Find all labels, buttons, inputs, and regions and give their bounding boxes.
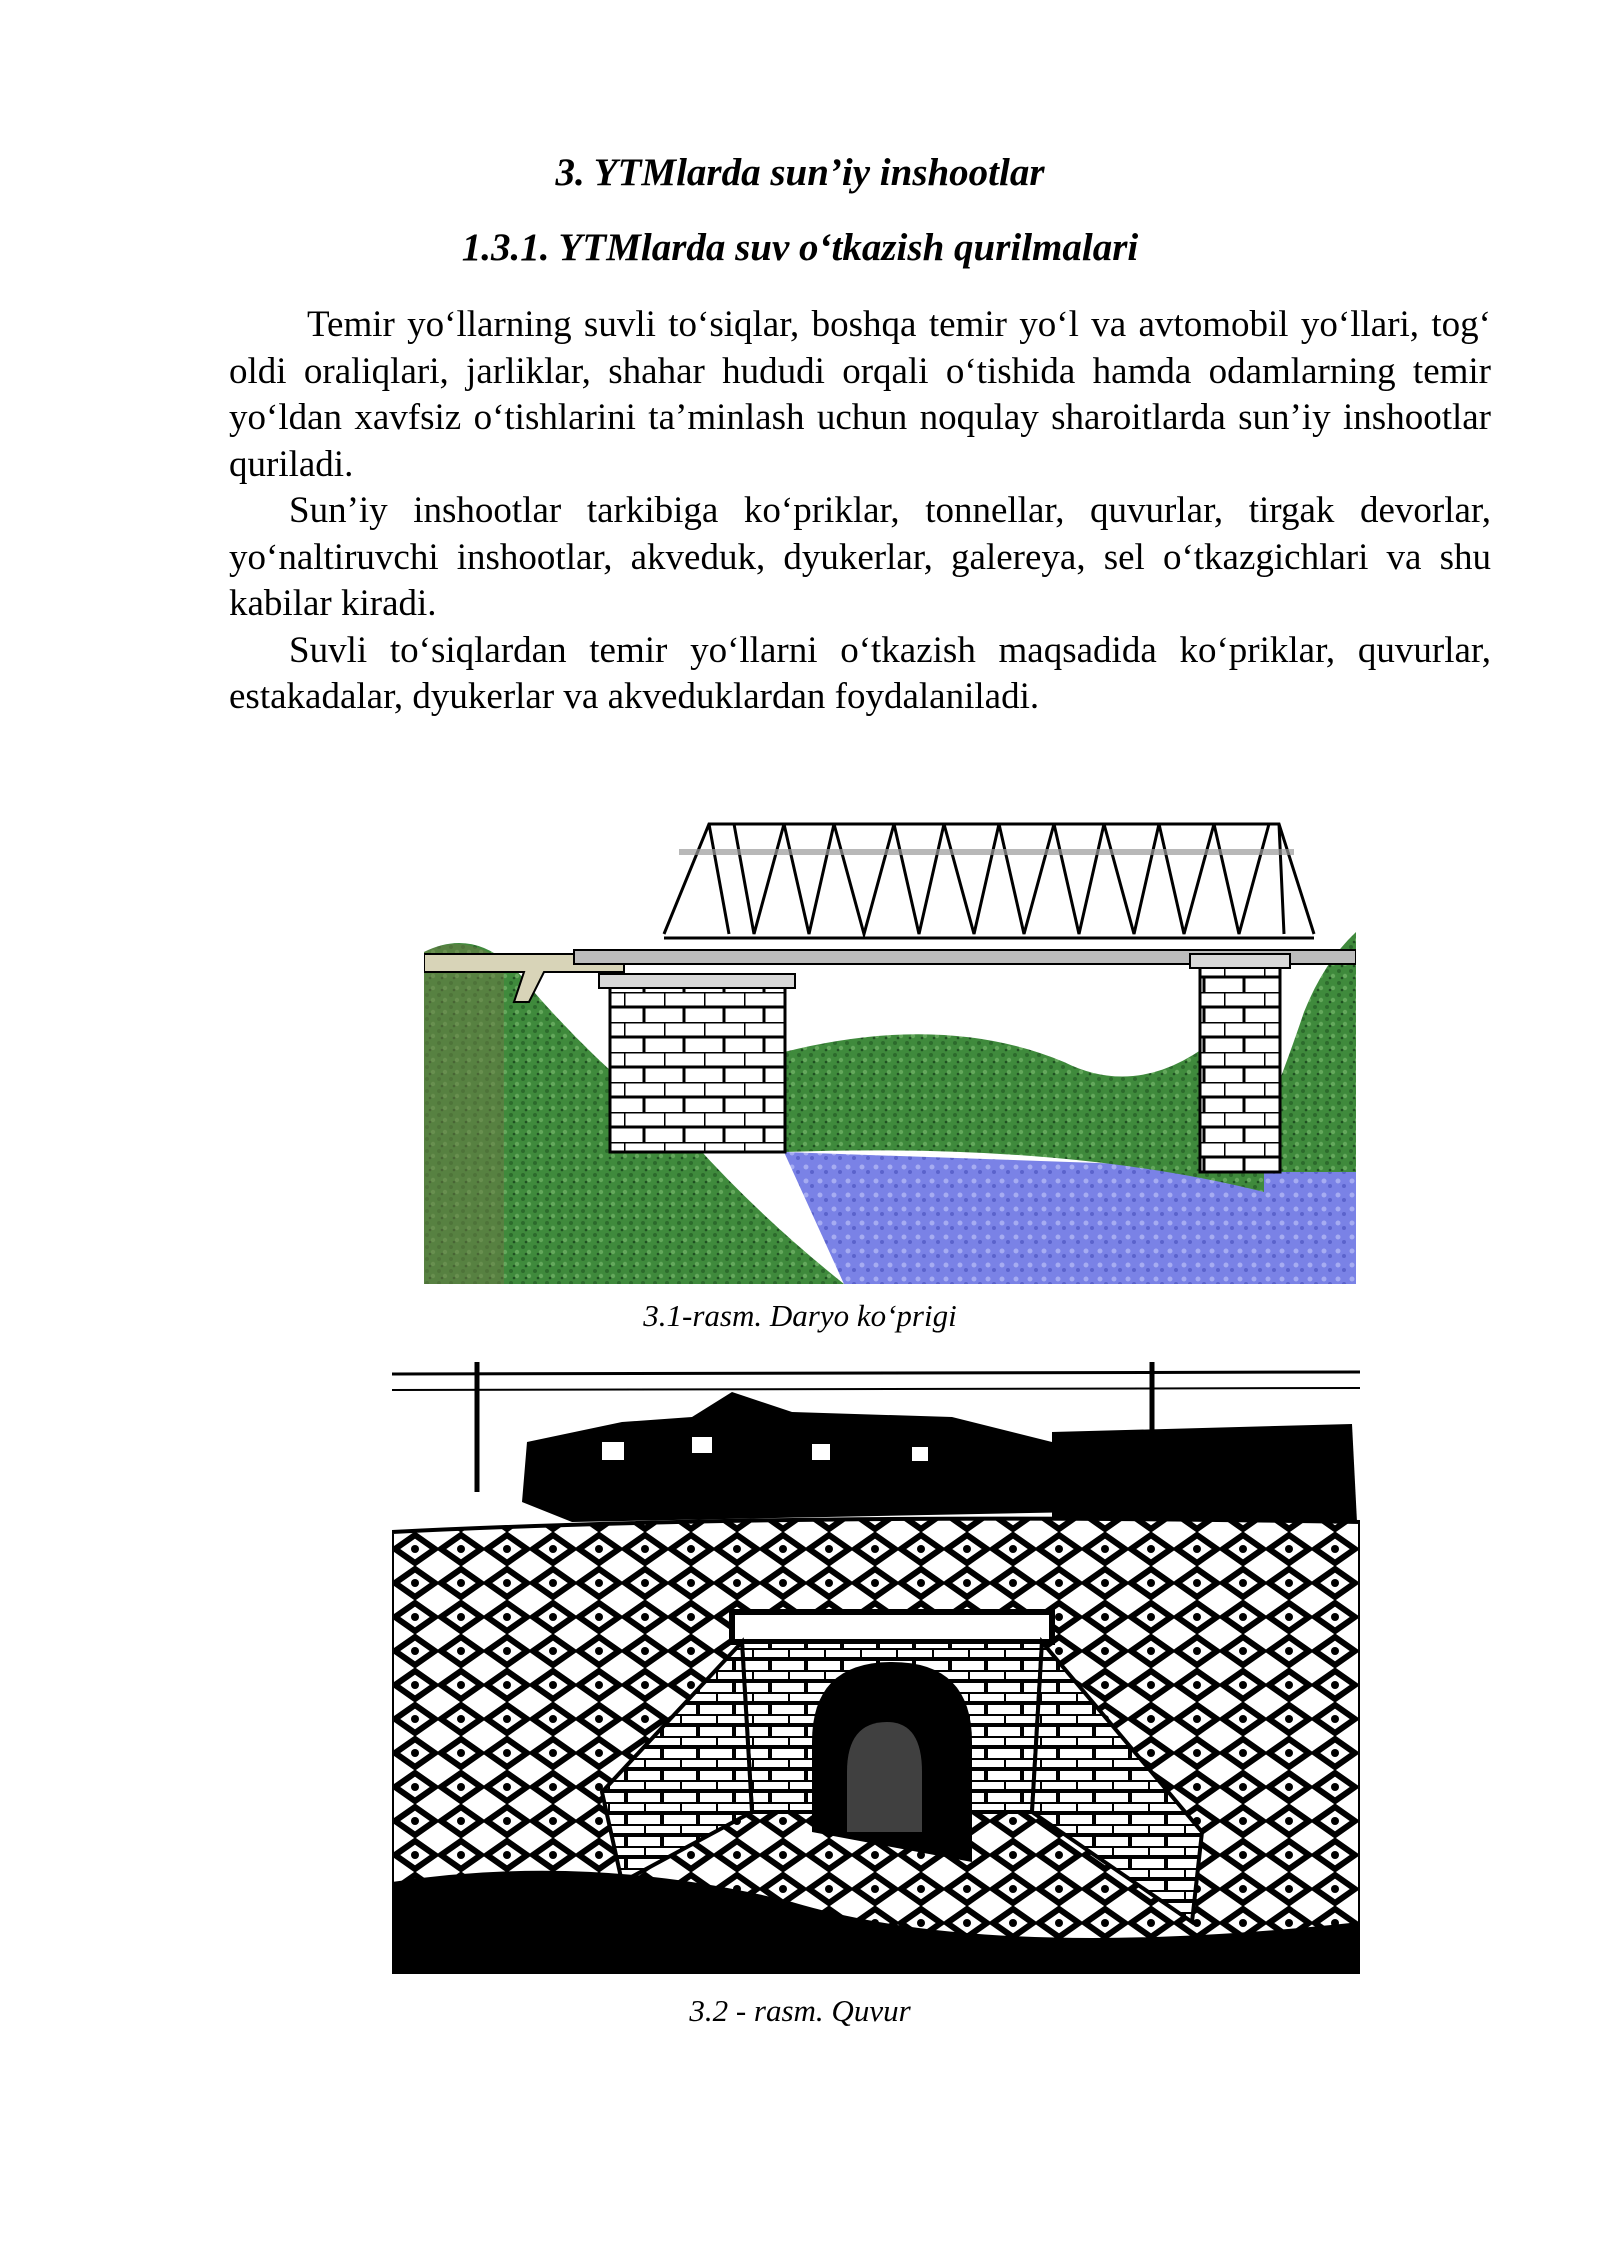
paragraph-1: Temir yo‘llarning suvli to‘siqlar, boshqa temir yo‘l va avtomobil yo‘llari, tog‘ oldi oraliqlari, jarliklar, shahar hududi orqali o‘tishida hamda odamlarning temir yo‘ldan xavfsiz o‘tishlarini ta’minlash uchun noqulay sharoitlarda sun’iy inshootlar quriladi.: [229, 304, 1491, 485]
figure-bridge: [424, 812, 1356, 1284]
body-text: [229, 302, 1491, 721]
figure-2-caption: 3.2 - rasm. Quvur: [689, 1993, 911, 2028]
figure-culvert: [392, 1362, 1360, 1974]
paragraph-3: Suvli to‘siqlardan temir yo‘llarni o‘tkazish maqsadida ko‘priklar, quvurlar, estakadalar, dyukerlar va akveduklardan foydalaniladi.: [229, 629, 1491, 717]
subsection-heading: 1.3.1. YTMlarda suv o‘tkazish qurilmalari: [461, 226, 1139, 269]
bridge-illustration: [424, 812, 1356, 1284]
culvert-illustration: [392, 1362, 1360, 1974]
paragraph-2: Sun’iy inshootlar tarkibiga ko‘priklar, tonnellar, quvurlar, tirgak devorlar, yo‘naltiruvchi inshootlar, akveduk, dyukerlar, galereya, sel o‘tkazgichlari va shu kabilar kiradi.: [229, 490, 1491, 624]
section-heading: 3. YTMlarda sun’iy inshootlar: [555, 151, 1045, 194]
figure-1-caption: 3.1-rasm. Daryo ko‘prigi: [643, 1298, 957, 1333]
